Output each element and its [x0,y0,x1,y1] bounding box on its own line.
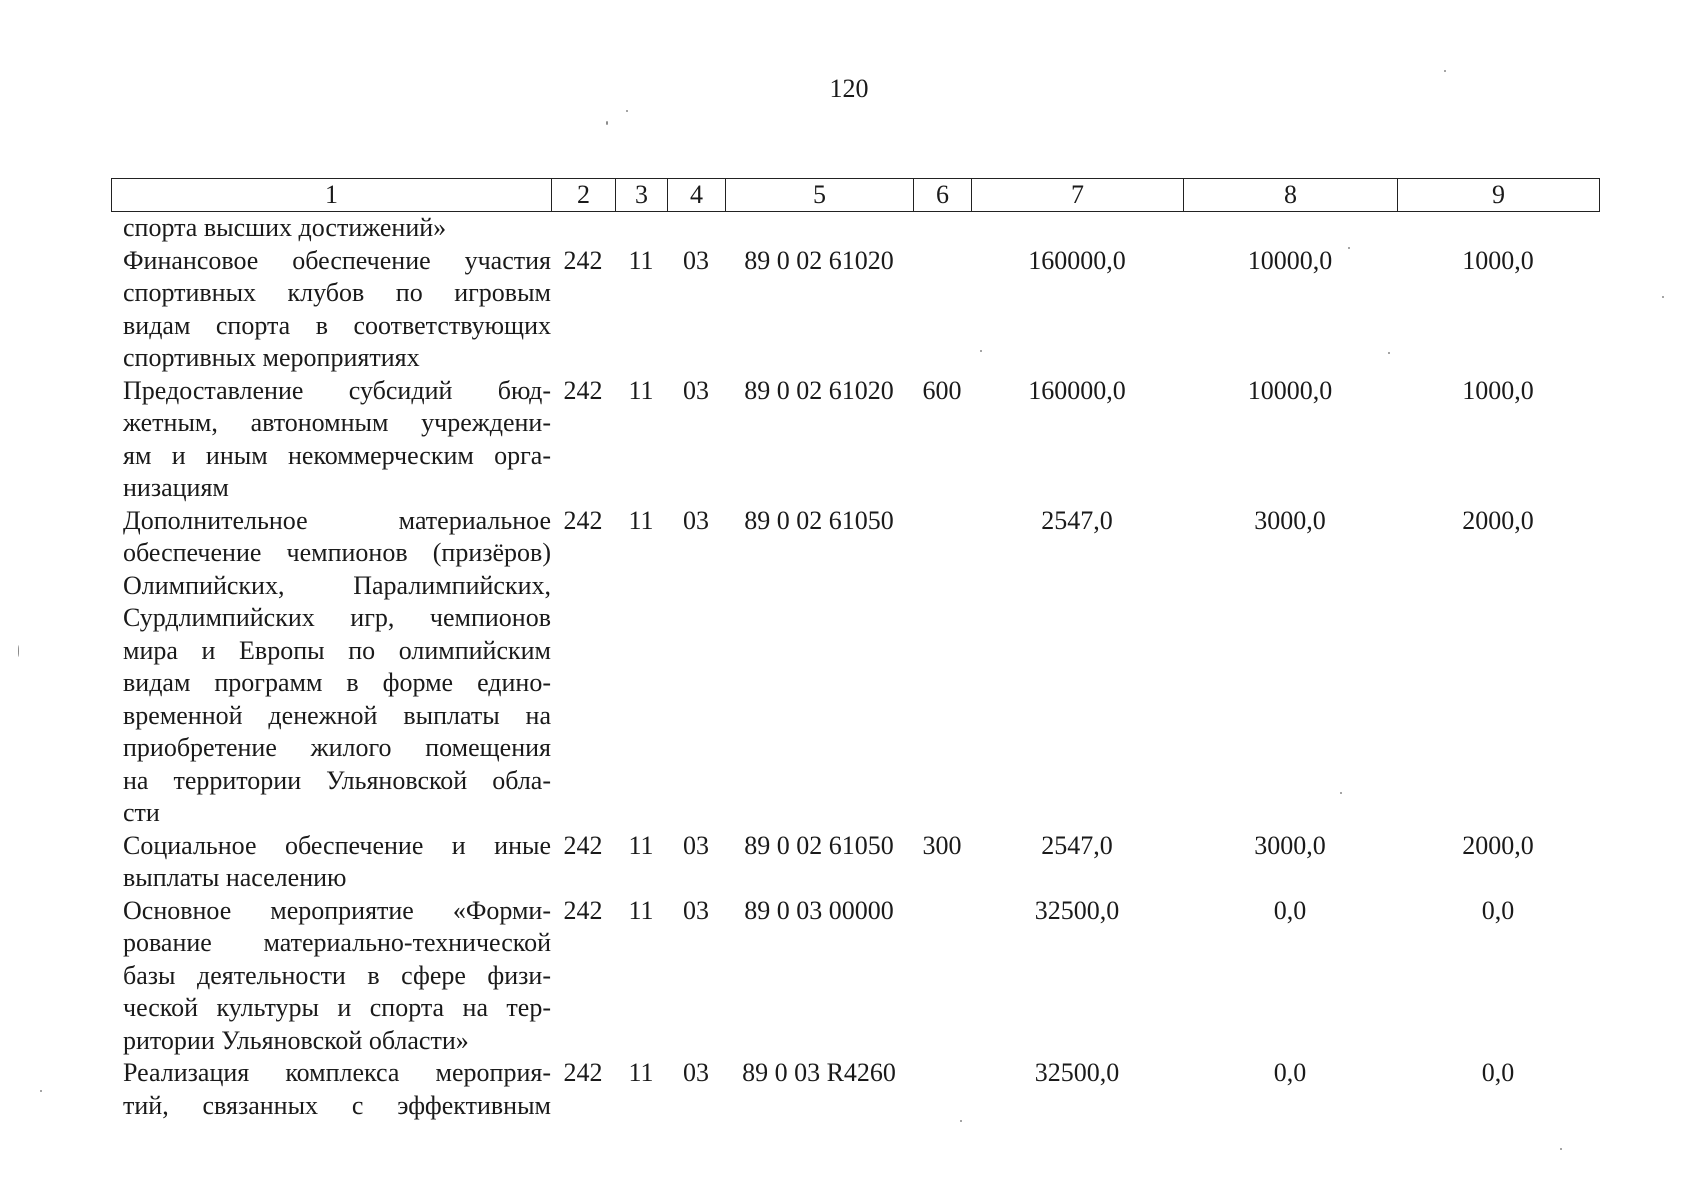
row-name-line: ям и иным некоммерческим орга- [123,440,551,470]
column-header-7: 7 [972,179,1184,212]
scan-speck [1444,70,1446,72]
row-cell-c4: 03 [683,505,709,535]
row-cell-c3: 11 [628,375,654,405]
column-header-4: 4 [668,179,726,212]
row-cell-c8: 3000,0 [1254,830,1326,860]
row-cell-c4: 03 [683,895,709,925]
row-cell-c3: 11 [628,505,654,535]
row-cell-c2: 242 [563,1058,603,1087]
table-header [111,178,1600,212]
row-name-line: спорта высших достижений» [123,213,447,242]
table-body [111,212,1599,1122]
row-cell-c3: 11 [628,245,654,275]
column-header-1: 1 [112,179,552,212]
scan-speck [980,350,982,352]
row-cell-c4: 03 [683,830,709,860]
row-cell-c5: 89 0 02 61050 [744,505,894,535]
row-cell-c8: 0,0 [1273,895,1307,925]
scan-speck [1662,296,1664,298]
row-name-line: временной денежной выплаты на [123,700,551,730]
row-name-line: обеспечение чемпионов (призёров) [123,538,551,567]
row-cell-c5: 89 0 02 61050 [744,830,894,860]
row-name-line: Реализация комплекса мероприя- [123,1058,551,1087]
row-name [111,895,551,1058]
row-name [111,505,551,830]
row-cell-c6: 600 [922,375,962,405]
row-cell-c9: 1000,0 [1462,245,1534,275]
scan-speck [40,1090,42,1092]
row-cell-c4: 03 [683,245,709,275]
row-cell-c5: 89 0 02 61020 [744,375,894,405]
scan-speck [606,121,608,125]
row-cell-c8: 3000,0 [1254,505,1326,535]
table-row [111,1057,1599,1122]
row-cell-c5: 89 0 02 61020 [744,245,894,275]
row-name-line: ческой культуры и спорта на тер- [123,993,551,1022]
row-cell-c4: 03 [683,1058,709,1087]
column-header-9: 9 [1398,179,1600,212]
row-name-line: базы деятельности в сфере физи- [123,960,551,990]
row-name [111,212,551,245]
scan-speck [960,1120,962,1122]
row-cell-c9: 0,0 [1481,1058,1515,1087]
table-row [111,505,1599,830]
row-name [111,830,551,895]
table-row [111,895,1599,1058]
row-cell-c3: 11 [628,830,654,860]
row-name-line: ритории Ульяновской области» [123,1025,469,1055]
row-name [111,245,551,375]
row-name-line: Финансовое обеспечение участия [123,245,551,275]
row-name-line: приобретение жилого помещения [123,733,551,762]
row-cell-c7: 2547,0 [1041,830,1113,860]
row-cell-c9: 1000,0 [1462,375,1534,405]
row-cell-c4: 03 [683,375,709,405]
row-cell-c3: 11 [628,895,654,925]
row-name [111,375,551,505]
row-name-line: Дополнительное материальное [123,505,551,535]
row-name-line: Социальное обеспечение и иные [123,830,551,860]
row-cell-c6: 300 [922,830,962,860]
row-name-line: на территории Ульяновской обла- [123,765,551,795]
scan-speck [1340,792,1342,794]
scan-speck [626,110,628,112]
row-cell-c8: 0,0 [1273,1058,1307,1087]
scan-speck [1388,352,1390,354]
row-cell-c2: 242 [563,375,603,405]
table-row [111,375,1599,505]
row-cell-c9: 0,0 [1481,895,1515,925]
row-name-line: жетным, автономным учреждени- [123,408,551,437]
table-row [111,830,1599,895]
scan-speck [1560,1148,1562,1150]
scan-speck [1348,247,1350,249]
scan-speck [18,645,19,657]
row-cell-c8: 10000,0 [1247,375,1333,405]
column-header-5: 5 [726,179,914,212]
column-header-3: 3 [616,179,668,212]
row-cell-c9: 2000,0 [1462,830,1534,860]
row-cell-c7: 32500,0 [1034,1058,1120,1087]
row-cell-c2: 242 [563,830,603,860]
row-name-line: Сурдлимпийских игр, чемпионов [123,603,551,632]
row-cell-c8: 10000,0 [1247,245,1333,275]
table-row [111,245,1599,375]
row-name-line: низациям [123,473,229,502]
row-name-line: Олимпийских, Паралимпийских, [123,570,551,600]
column-header-8: 8 [1184,179,1398,212]
row-name-line: Основное мероприятие «Форми- [123,895,551,925]
row-name-line: выплаты населению [123,863,347,892]
row-name [111,1057,551,1122]
row-cell-c2: 242 [563,895,603,925]
row-cell-c2: 242 [563,505,603,535]
row-cell-c3: 11 [628,1058,654,1087]
row-name-line: видам программ в форме едино- [123,668,551,697]
row-cell-c7: 2547,0 [1041,505,1113,535]
row-cell-c2: 242 [563,245,603,275]
column-header-2: 2 [552,179,616,212]
row-cell-c7: 160000,0 [1028,245,1126,275]
row-name-line: спортивных мероприятиях [123,343,420,372]
row-cell-c7: 32500,0 [1034,895,1120,925]
row-name-line: тий, связанных с эффективным [123,1090,551,1120]
row-name-line: Предоставление субсидий бюд- [123,375,551,405]
row-cell-c5: 89 0 03 00000 [744,895,894,925]
row-name-line: рование материально-технической [123,928,551,957]
row-cell-c9: 2000,0 [1462,505,1534,535]
row-name-line: видам спорта в соответствующих [123,310,551,340]
row-name-line: мира и Европы по олимпийским [123,635,551,665]
row-cell-c7: 160000,0 [1028,375,1126,405]
row-name-line: сти [123,798,160,827]
column-header-6: 6 [914,179,972,212]
row-name-line: спортивных клубов по игровым [123,278,551,307]
table-row [111,212,1599,245]
row-cell-c5: 89 0 03 R4260 [742,1058,896,1087]
page-number: 120 [829,74,869,103]
